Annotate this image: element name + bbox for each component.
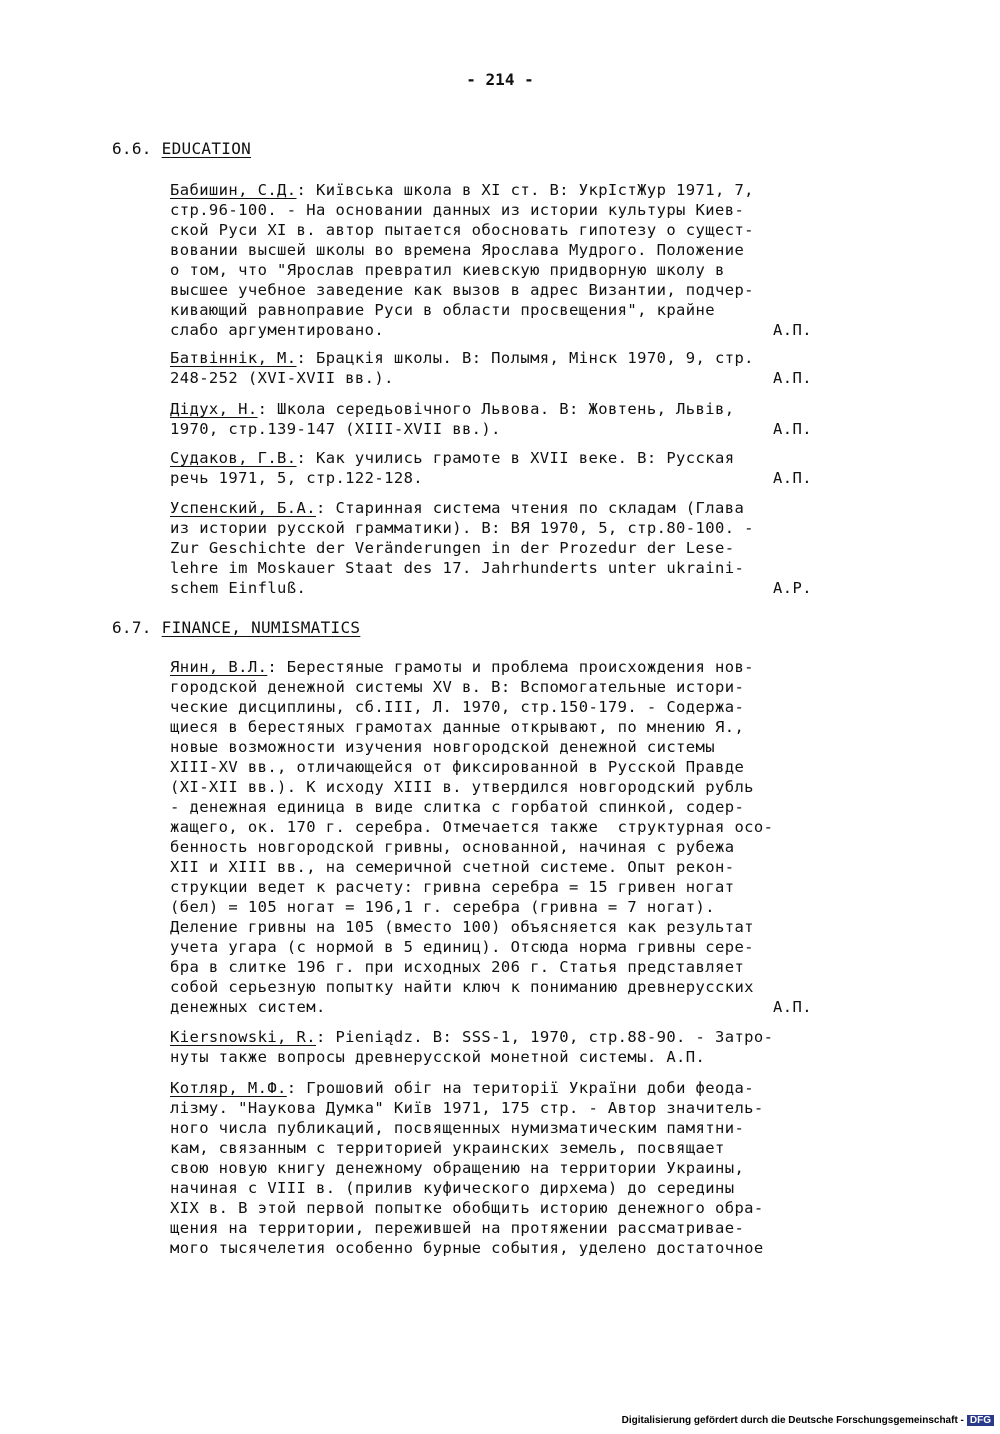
- bibliography-entry: [170, 498, 900, 598]
- bibliography-entry: [170, 448, 900, 488]
- entry-text-line: вовании высшей школы во времена Ярослава Мудрого. Положение: [170, 241, 745, 259]
- entry-text-line: 248-252 (XVI-XVII вв.).: [170, 369, 394, 387]
- entry-text-line: щения на территории, пережившей на протяжении рассматривае-: [170, 1219, 745, 1237]
- reviewer-initials: А.П.: [773, 321, 812, 339]
- entry-text-line: бра в слитке 196 г. при исходных 206 г. Статья представляет: [170, 958, 745, 976]
- entry-author: Батвіннік, М.: [170, 349, 297, 367]
- entry-text-line: слабо аргументировано.: [170, 321, 385, 339]
- entry-text-line: : Грошовий обіг на території України доби феода-: [286, 1079, 754, 1097]
- section-number: 6.7.: [112, 618, 152, 637]
- entry-text-line: свою новую книгу денежному обращению на территории Украины,: [170, 1159, 745, 1177]
- entry-text-line: XII и XIII вв., на семеричной счетной системе. Опыт рекон-: [170, 858, 735, 876]
- entry-text-line: - денежная единица в виде слитка с горбатой спинкой, содер-: [170, 798, 745, 816]
- entry-author: Судаков, Г.В.: [170, 449, 297, 467]
- entry-text-line: : Берестяные грамоты и проблема происхождения нов-: [267, 658, 754, 676]
- entry-text-line: ческие дисциплины, сб.III, Л. 1970, стр.150-179. - Содержа-: [170, 698, 745, 716]
- reviewer-initials: А.П.: [773, 998, 812, 1016]
- entry-text-line: мого тысячелетия особенно бурные события, уделено достаточное: [170, 1239, 764, 1257]
- reviewer-initials: А.Р.: [773, 579, 812, 597]
- entry-author: Янин, В.Л.: [170, 658, 268, 676]
- entry-text-line: денежных систем.: [170, 998, 326, 1016]
- entry-text-line: ного числа публикаций, посвященных нумизматическим памятни-: [170, 1119, 745, 1137]
- section-title: FINANCE, NUMISMATICS: [161, 618, 361, 637]
- bibliography-entry: [170, 657, 900, 1017]
- entry-text-line: XIX в. В этой первой попытке обобщить историю денежного обра-: [170, 1199, 764, 1217]
- entry-text-line: : Київська школа в XI ст. В: УкрІстЖур 1971, 7,: [296, 181, 754, 199]
- entry-author: Дідух, Н.: [170, 400, 258, 418]
- entry-author: Kiersnowski, R.: [170, 1028, 316, 1046]
- entry-text-line: нуты также вопросы древнерусской монетной системы. А.П.: [170, 1048, 706, 1066]
- entry-text-line: кам, связанным с территорией украинских земель, посвящает: [170, 1139, 725, 1157]
- entry-text-line: schem Einfluß.: [170, 579, 307, 597]
- entry-text-line: новые возможности изучения новгородской денежной системы: [170, 738, 715, 756]
- bibliography-entry: [170, 1027, 900, 1067]
- section-heading-finance-numismatics: [112, 618, 360, 637]
- entry-text-line: XIII-XV вв., отличающейся от фиксированной в Русской Правде: [170, 758, 745, 776]
- entry-text-line: : Pieniądz. В: SSS-1, 1970, стр.88-90. - Затро-: [315, 1028, 774, 1046]
- entry-text-line: (XI-XII вв.). К исходу XIII в. утвердился новгородский рубль: [170, 778, 754, 796]
- page-number: - 214 -: [466, 70, 534, 89]
- bibliography-entry: [170, 399, 900, 439]
- reviewer-initials: А.П.: [773, 469, 812, 487]
- entry-text-line: Zur Geschichte der Veränderungen in der Prozedur der Lese-: [170, 539, 735, 557]
- entry-text-line: собой серьезную попытку найти ключ к пониманию древнерусских: [170, 978, 754, 996]
- entry-text-line: городской денежной системы XV в. В: Вспомогательные истори-: [170, 678, 745, 696]
- entry-text-line: бенность новгородской гривны, основанной, начиная с рубежа: [170, 838, 735, 856]
- bibliography-entry: [170, 348, 900, 388]
- entry-text-line: ской Руси XI в. автор пытается обосновать гипотезу о сущест-: [170, 221, 754, 239]
- section-heading-education: [112, 139, 251, 158]
- entry-text-line: : Как учились грамоте в XVII веке. В: Русская: [296, 449, 735, 467]
- entry-text-line: жащего, ок. 170 г. серебра. Отмечается также структурная осо-: [170, 818, 774, 836]
- entry-text-line: о том, что "Ярослав превратил киевскую придворную школу в: [170, 261, 725, 279]
- section-number: 6.6.: [112, 139, 152, 158]
- bibliography-entry: [170, 180, 900, 340]
- entry-text-line: струкции ведет к расчету: гривна серебра = 15 гривен ногат: [170, 878, 735, 896]
- entry-text-line: : Школа середьовічного Львова. В: Жовтень, Львів,: [257, 400, 735, 418]
- reviewer-initials: А.П.: [773, 420, 812, 438]
- entry-text-line: кивающий равноправие Руси в области просвещения", крайне: [170, 301, 715, 319]
- entry-text-line: 1970, стр.139-147 (XIII-XVII вв.).: [170, 420, 501, 438]
- entry-text-line: (бел) = 105 ногат = 196,1 г. серебра (гривна = 7 ногат).: [170, 898, 715, 916]
- entry-author: Котляр, М.Ф.: [170, 1079, 287, 1097]
- entry-text-line: щиеся в берестяных грамотах данные открывают, по мнению Я.,: [170, 718, 745, 736]
- entry-text-line: lehre im Moskauer Staat des 17. Jahrhunderts unter ukraini-: [170, 559, 745, 577]
- entry-text-line: начиная с VIII в. (прилив куфического дирхема) до середины: [170, 1179, 735, 1197]
- entry-text-line: стр.96-100. - На основании данных из истории культуры Киев-: [170, 201, 745, 219]
- bibliography-entry: [170, 1078, 900, 1258]
- entry-author: Успенский, Б.А.: [170, 499, 316, 517]
- dfg-logo-icon: DFG: [967, 1415, 994, 1426]
- entry-text-line: высшее учебное заведение как вызов в адрес Византии, подчер-: [170, 281, 754, 299]
- reviewer-initials: А.П.: [773, 369, 812, 387]
- entry-text-line: лізму. "Наукова Думка" Київ 1971, 175 стр. - Автор значитель-: [170, 1099, 764, 1117]
- entry-text-line: речь 1971, 5, стр.122-128.: [170, 469, 424, 487]
- entry-text-line: Деление гривны на 105 (вместо 100) объясняется как результат: [170, 918, 754, 936]
- entry-text-line: учета угара (с нормой в 5 единиц). Отсюда норма гривны сере-: [170, 938, 754, 956]
- entry-text-line: : Брацкія школы. В: Полымя, Мінск 1970, 9, стр.: [296, 349, 754, 367]
- entry-text-line: : Старинная система чтения по складам (Глава: [315, 499, 745, 517]
- footer-text: Digitalisierung gefördert durch die Deutsche Forschungsgemeinschaft -: [621, 1415, 964, 1426]
- digitization-footer: [622, 1415, 994, 1426]
- entry-text-line: из истории русской грамматики). В: ВЯ 1970, 5, стр.80-100. -: [170, 519, 754, 537]
- section-title: EDUCATION: [161, 139, 252, 158]
- entry-author: Бабишин, С.Д.: [170, 181, 297, 199]
